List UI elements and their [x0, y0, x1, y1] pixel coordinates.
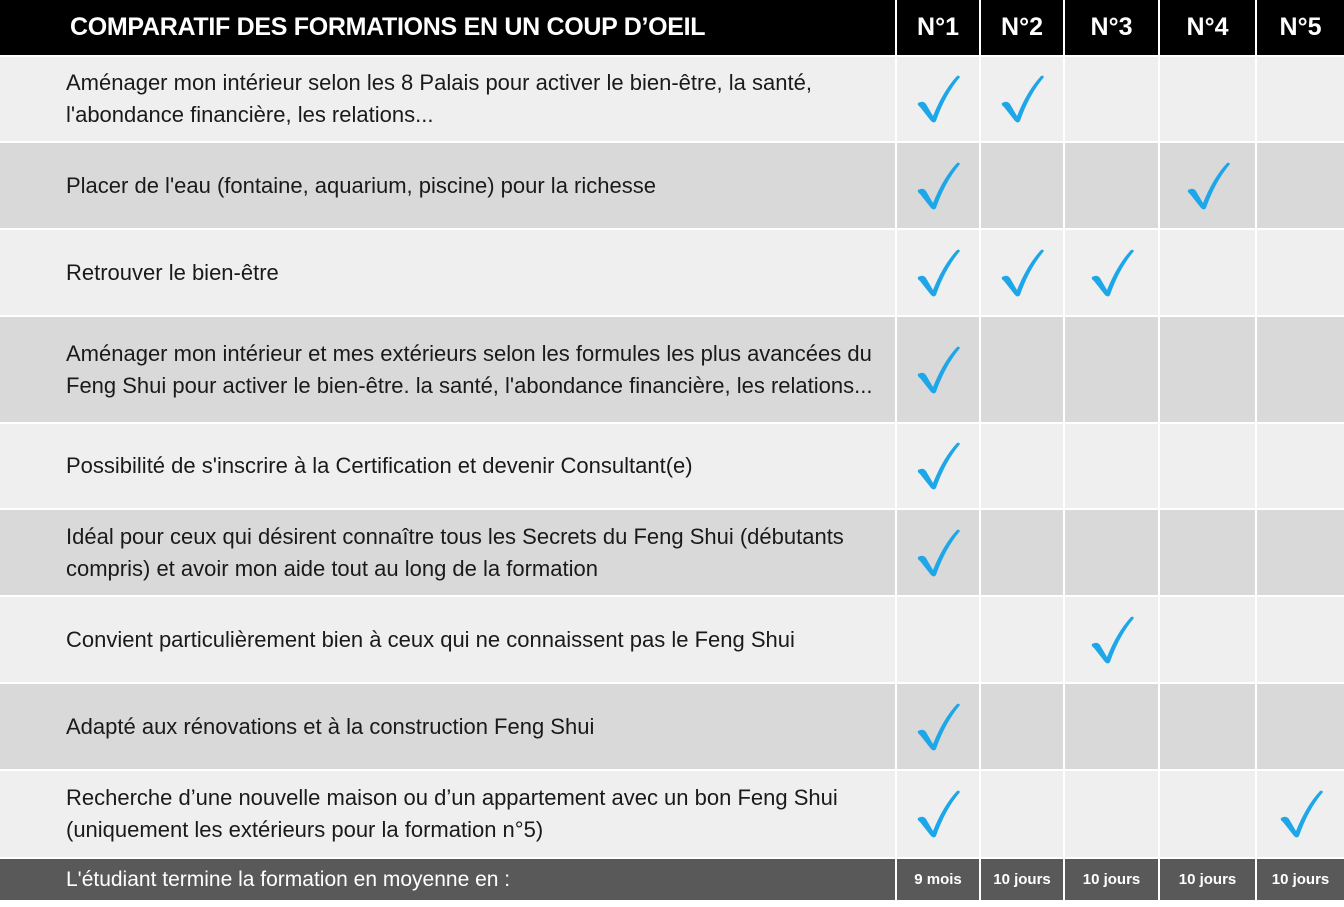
checkmark-icon: [915, 440, 961, 492]
check-cell-n4: [1160, 317, 1257, 424]
duration-n1: 9 mois: [897, 859, 981, 902]
check-cell-n5: [1257, 57, 1344, 143]
check-cell-n5: [1257, 317, 1344, 424]
row-label: Aménager mon intérieur et mes extérieurs selon les formules les plus avancées du Feng Shui pour activer le bien-être. la santé, l'abondance financière, les relations...: [0, 317, 897, 424]
check-cell-n2: [981, 57, 1065, 143]
check-cell-n4: [1160, 57, 1257, 143]
check-cell-n1: [897, 143, 981, 230]
check-cell-n3: [1065, 424, 1160, 510]
check-cell-n3: [1065, 317, 1160, 424]
check-cell-n1: [897, 597, 981, 684]
check-cell-n3: [1065, 230, 1160, 317]
check-cell-n1: [897, 424, 981, 510]
checkmark-icon: [1089, 614, 1135, 666]
check-cell-n4: [1160, 771, 1257, 859]
check-cell-n4: [1160, 597, 1257, 684]
row-label: Idéal pour ceux qui désirent connaître tous les Secrets du Feng Shui (débutants compris) et avoir mon aide tout au long de la formation: [0, 510, 897, 597]
check-cell-n4: [1160, 510, 1257, 597]
check-cell-n3: [1065, 771, 1160, 859]
check-cell-n2: [981, 424, 1065, 510]
checkmark-icon: [915, 701, 961, 753]
checkmark-icon: [1089, 247, 1135, 299]
check-cell-n3: [1065, 143, 1160, 230]
check-cell-n2: [981, 143, 1065, 230]
check-cell-n4: [1160, 143, 1257, 230]
column-header-n4: N°4: [1160, 0, 1257, 57]
column-header-n3: N°3: [1065, 0, 1160, 57]
row-label: Adapté aux rénovations et à la construction Feng Shui: [0, 684, 897, 771]
row-label: Retrouver le bien-être: [0, 230, 897, 317]
duration-n2: 10 jours: [981, 859, 1065, 902]
check-cell-n1: [897, 771, 981, 859]
duration-n4: 10 jours: [1160, 859, 1257, 902]
check-cell-n3: [1065, 510, 1160, 597]
check-cell-n1: [897, 510, 981, 597]
row-label: Aménager mon intérieur selon les 8 Palais pour activer le bien-être, la santé, l'abondance financière, les relations...: [0, 57, 897, 143]
check-cell-n2: [981, 230, 1065, 317]
check-cell-n4: [1160, 424, 1257, 510]
check-cell-n2: [981, 510, 1065, 597]
duration-n3: 10 jours: [1065, 859, 1160, 902]
check-cell-n2: [981, 684, 1065, 771]
check-cell-n1: [897, 317, 981, 424]
checkmark-icon: [999, 73, 1045, 125]
check-cell-n4: [1160, 684, 1257, 771]
check-cell-n3: [1065, 57, 1160, 143]
checkmark-icon: [915, 247, 961, 299]
check-cell-n5: [1257, 597, 1344, 684]
row-label: Convient particulièrement bien à ceux qui ne connaissent pas le Feng Shui: [0, 597, 897, 684]
duration-n5: 10 jours: [1257, 859, 1344, 902]
check-cell-n5: [1257, 424, 1344, 510]
column-header-n5: N°5: [1257, 0, 1344, 57]
check-cell-n5: [1257, 684, 1344, 771]
row-label: Placer de l'eau (fontaine, aquarium, piscine) pour la richesse: [0, 143, 897, 230]
checkmark-icon: [915, 344, 961, 396]
check-cell-n2: [981, 771, 1065, 859]
column-header-n1: N°1: [897, 0, 981, 57]
footer-label: L'étudiant termine la formation en moyenne en :: [0, 859, 897, 902]
check-cell-n2: [981, 317, 1065, 424]
checkmark-icon: [915, 527, 961, 579]
check-cell-n3: [1065, 597, 1160, 684]
row-label: Recherche d’une nouvelle maison ou d’un appartement avec un bon Feng Shui (uniquement les extérieurs pour la formation n°5): [0, 771, 897, 859]
check-cell-n1: [897, 230, 981, 317]
check-cell-n1: [897, 684, 981, 771]
checkmark-icon: [999, 247, 1045, 299]
check-cell-n2: [981, 597, 1065, 684]
check-cell-n5: [1257, 510, 1344, 597]
checkmark-icon: [915, 788, 961, 840]
check-cell-n3: [1065, 684, 1160, 771]
check-cell-n1: [897, 57, 981, 143]
checkmark-icon: [1185, 160, 1231, 212]
column-header-n2: N°2: [981, 0, 1065, 57]
checkmark-icon: [915, 160, 961, 212]
table-title: COMPARATIF DES FORMATIONS EN UN COUP D’OEIL: [0, 0, 897, 57]
check-cell-n5: [1257, 771, 1344, 859]
check-cell-n4: [1160, 230, 1257, 317]
check-cell-n5: [1257, 143, 1344, 230]
row-label: Possibilité de s'inscrire à la Certification et devenir Consultant(e): [0, 424, 897, 510]
check-cell-n5: [1257, 230, 1344, 317]
checkmark-icon: [915, 73, 961, 125]
checkmark-icon: [1278, 788, 1324, 840]
